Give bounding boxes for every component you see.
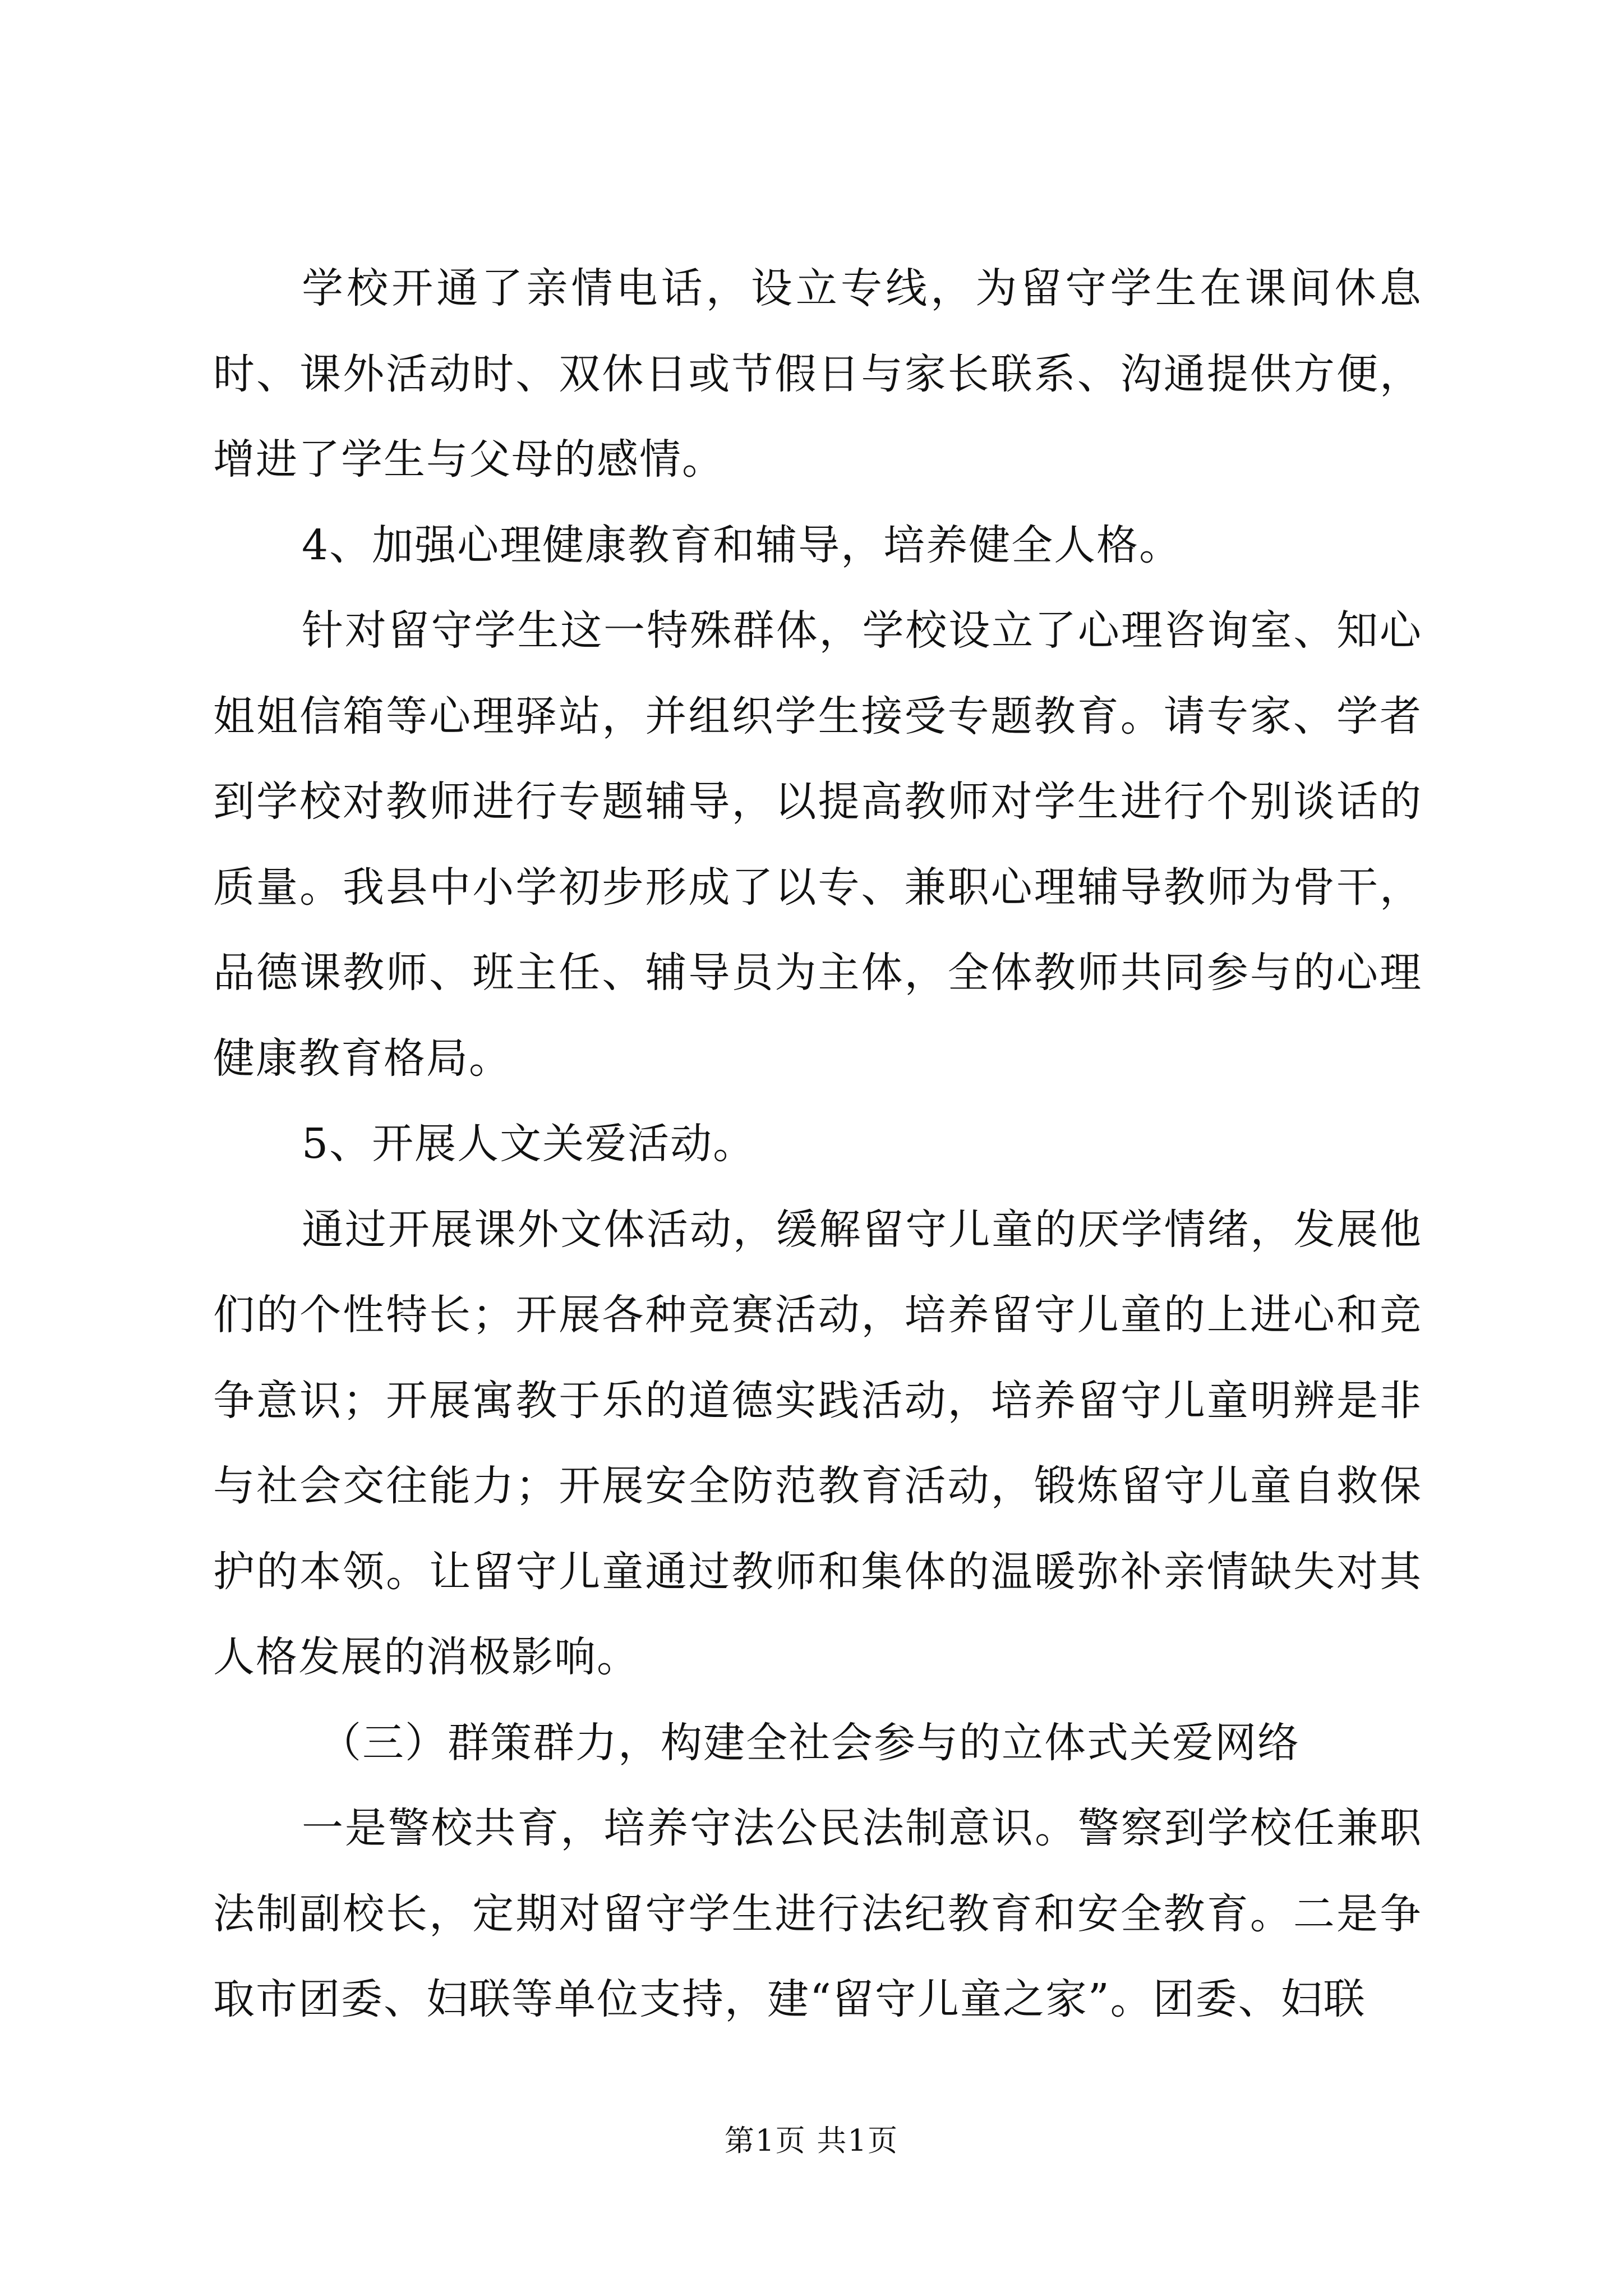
- paragraph-mental-health: 针对留守学生这一特殊群体，学校设立了心理咨询室、知心姐姐信箱等心理驿站，并组织学生接受专题教育。请专家、学者到学校对教师进行专题辅导，以提高教师对学生进行个别谈话的质量。我县中小学初步形成了以专、兼职心理辅导教师为骨干，品德课教师、班主任、辅导员为主体，全体教师共同参与的心理健康教育格局。: [213, 606, 1422, 1083]
- page-footer: 第1页 共1页: [724, 2124, 899, 2158]
- document-body: [213, 246, 1422, 2042]
- paragraph-humanistic-care: 通过开展课外文体活动，缓解留守儿童的厌学情绪，发展他们的个性特长；开展各种竞赛活动，培养留守儿童的上进心和竞争意识；开展寓教于乐的道德实践活动，培养留守儿童明辨是非与社会交往能力；开展安全防范教育活动，锻炼留守儿童自救保护的本领。让留守儿童通过教师和集体的温暖弥补亲情缺失对其人格发展的消极影响。: [213, 1205, 1422, 1681]
- paragraph-police-school: 一是警校共育，培养守法公民法制意识。警察到学校任兼职法制副校长，定期对留守学生进行法纪教育和安全教育。二是争取市团委、妇联等单位支持，建“留守儿童之家”。团委、妇联: [213, 1804, 1422, 2023]
- section-heading-three: （三）群策群力，构建全社会参与的立体式关爱网络: [320, 1718, 1300, 1767]
- paragraph-phone-line: 学校开通了亲情电话，设立专线，为留守学生在课间休息时、课外活动时、双休日或节假日与家长联系、沟通提供方便，增进了学生与父母的感情。: [213, 264, 1422, 484]
- heading-humanistic-care: 5、开展人文关爱活动。: [302, 1120, 756, 1168]
- heading-mental-health: 4、加强心理健康教育和辅导，培养健全人格。: [302, 521, 1182, 569]
